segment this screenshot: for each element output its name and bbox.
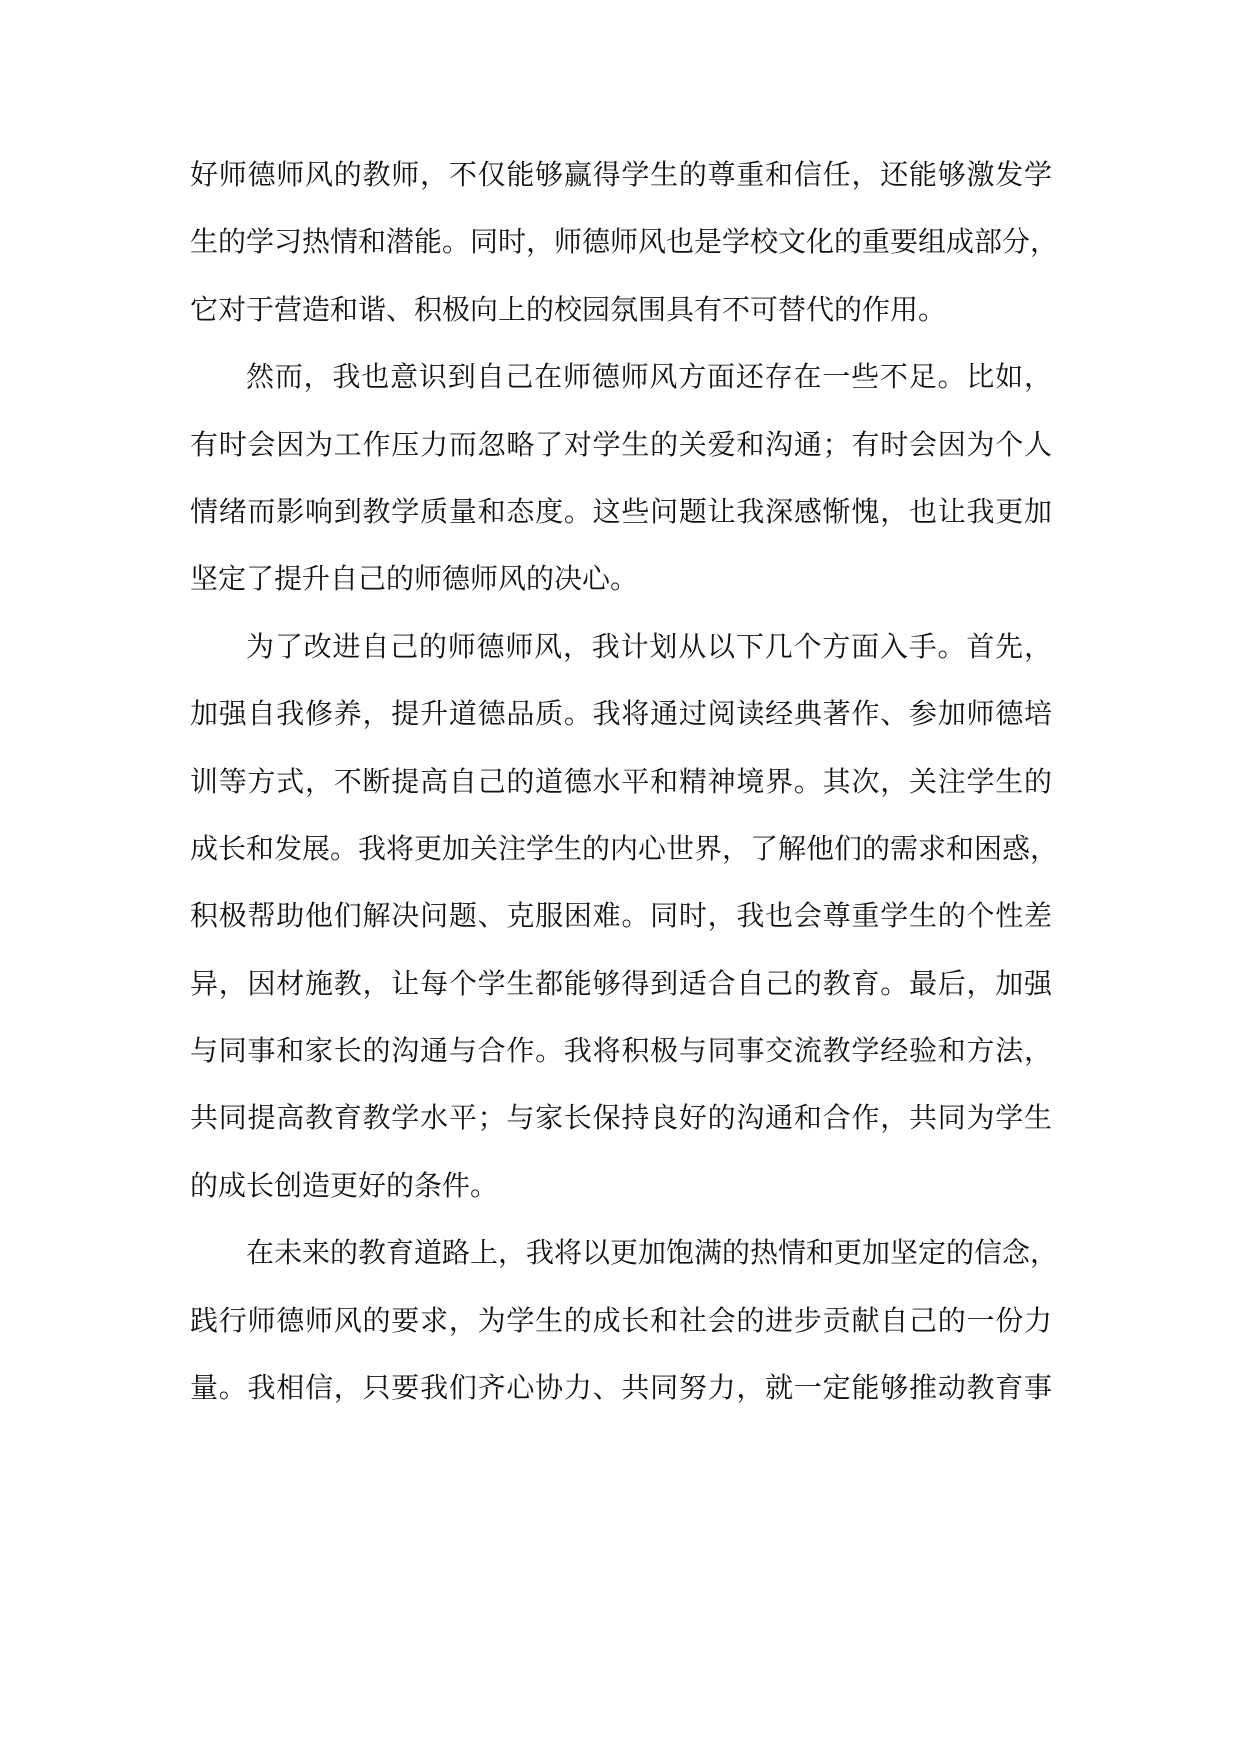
text-line: 情绪而影响到教学质量和态度。这些问题让我深感惭愧，也让我更加: [190, 494, 1052, 528]
text-line: 然而，我也意识到自己在师德师风方面还存在一些不足。比如，: [246, 360, 1052, 394]
text-line: 积极帮助他们解决问题、克服困难。同时，我也会尊重学生的个性差: [190, 899, 1052, 933]
text-line: 训等方式，不断提高自己的道德水平和精神境界。其次，关注学生的: [190, 764, 1052, 798]
body-text: [190, 141, 1059, 1421]
text-line: 好师德师风的教师，不仅能够赢得学生的尊重和信任，还能够激发学: [190, 158, 1052, 191]
text-line: 有时会因为工作压力而忽略了对学生的关爱和沟通；有时会因为个人: [190, 427, 1052, 461]
text-line: 的成长创造更好的条件。: [190, 1168, 499, 1202]
text-line: 加强自我修养，提升道德品质。我将通过阅读经典著作、参加师德培: [190, 697, 1052, 731]
text-line: 在未来的教育道路上，我将以更加饱满的热情和更加坚定的信念，: [246, 1236, 1059, 1270]
text-line: 它对于营造和谐、积极向上的校园氛围具有不可替代的作用。: [190, 292, 947, 326]
text-line: 异，因材施教，让每个学生都能够得到适合自己的教育。最后，加强: [190, 966, 1052, 1000]
text-line: 坚定了提升自己的师德师风的决心。: [190, 562, 639, 596]
text-line: 践行师德师风的要求，为学生的成长和社会的进步贡献自己的一份力: [190, 1303, 1052, 1337]
text-line: 与同事和家长的沟通与合作。我将积极与同事交流教学经验和方法，: [190, 1034, 1052, 1068]
text-line: 共同提高教育教学水平；与家长保持良好的沟通和合作，共同为学生: [190, 1101, 1052, 1135]
text-line: 生的学习热情和潜能。同时，师德师风也是学校文化的重要组成部分，: [190, 225, 1059, 259]
text-line: 量。我相信，只要我们齐心协力、共同努力，就一定能够推动教育事: [190, 1371, 1052, 1405]
text-line: 为了改进自己的师德师风，我计划从以下几个方面入手。首先，: [246, 629, 1052, 663]
text-line: 成长和发展。我将更加关注学生的内心世界，了解他们的需求和困惑，: [190, 831, 1059, 865]
